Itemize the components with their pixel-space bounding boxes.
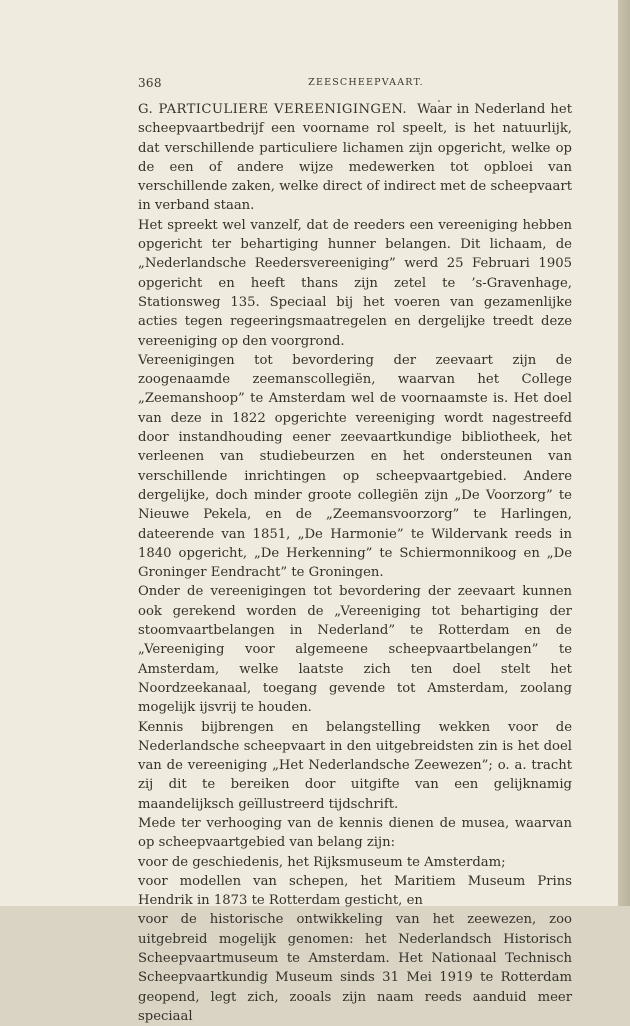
list-item: voor de historische ontwikkeling van het zeewezen, zoo uitgebreid mogelijk genomen: het Nederlandsch Historisch Scheepvaartmuseum te Amsterdam. Het Nationaal Technisch Scheepvaartkundig Museum sinds 31 Mei 1919 te Rotterdam geopend, legt zich, zooals zijn naam reeds aanduid meer speciaal [138, 912, 572, 1024]
body-text [138, 100, 572, 1026]
list-item: voor de geschiedenis, het Rijksmuseum te Amsterdam; [138, 854, 506, 870]
book-gutter [618, 0, 630, 906]
paragraph-text: Waar in Nederland het scheepvaartbedrijf een voorname rol speelt, is het natuurlijk, dat verschillende particuliere lichamen zijn opgericht, welke op de een of andere wijze medewerken tot opbloei van verschillende zaken, welke direct of indirect met de scheepvaart in verband staan. [138, 102, 572, 214]
list-item: voor modellen van schepen, het Maritiem Museum Prins Hendrik in 1873 te Rotterdam gesticht, en [138, 873, 572, 909]
paragraph: Kennis bijbrengen en belangstelling wekken voor de Nederlandsche scheepvaart in den uitgebreidsten zin is het doel van de vereeniging „Het Nederlandsche Zeewezen”; o. a. tracht zij dit te bereiken door uitgifte van een gelijknamig maandelijksch geïllustreerd tijdschrift. [138, 719, 572, 812]
paragraph [138, 100, 572, 216]
page-number: 368 [138, 76, 162, 90]
paragraph: Vereenigingen tot bevordering der zeevaart zijn de zoogenaamde zeemanscollegiën, waarvan het College „Zeemanshoop” te Amsterdam wel de voornaamste is. Het doel van deze in 1822 opgerichte vereeniging wordt nagestreefd door instandhouding eener zeevaartkundige bibliotheek, het verleenen van studiebeurzen en het ondersteunen van verschillende inrichtingen op scheepvaartgebied. Andere dergelijke, doch minder groote collegiën zijn „De Voorzorg” te Nieuwe Pekela, en de „Zeemansvoorzorg” te Harlingen, dateerende van 1851, „De Harmonie” te Wildervank reeds in 1840 opgericht, „De Herkenning” te Schiermonnikoog en „De Groninger Eendracht” te Groningen. [138, 352, 572, 581]
paragraph: Onder de vereenigingen tot bevordering der zeevaart kunnen ook gerekend worden de „Vereeniging tot behartiging der stoomvaartbelangen in Nederland” te Rotterdam en de „Vereeniging voor algemeene scheepvaartbelangen” te Amsterdam, welke laatste zich ten doel stelt het Noordzeekanaal, toegang gevende tot Amsterdam, zoolang mogelijk ijsvrij te houden. [138, 584, 572, 716]
paragraph: Mede ter verhooging van de kennis dienen de musea, waarvan op scheepvaartgebied van belang zijn: [138, 815, 572, 851]
paragraph: Het spreekt wel vanzelf, dat de reeders een vereeniging hebben opgericht ter behartiging hunner belangen. Dit lichaam, de „Nederlandsche Reedersvereeniging” werd 25 Februari 1905 opgericht en heeft thans zijn zetel te ’s-Gravenhage, Stationsweg 135. Speciaal bij het voeren van gezamenlijke acties tegen regeeringsmaatregelen en dergelijke treedt deze vereeniging op den voorgrond. [138, 217, 572, 349]
section-heading: G. PARTICULIERE VEREENIGINGEN. [138, 102, 408, 117]
page-header [138, 76, 574, 92]
running-title: ZEESCHEEPVAART. [308, 77, 424, 88]
